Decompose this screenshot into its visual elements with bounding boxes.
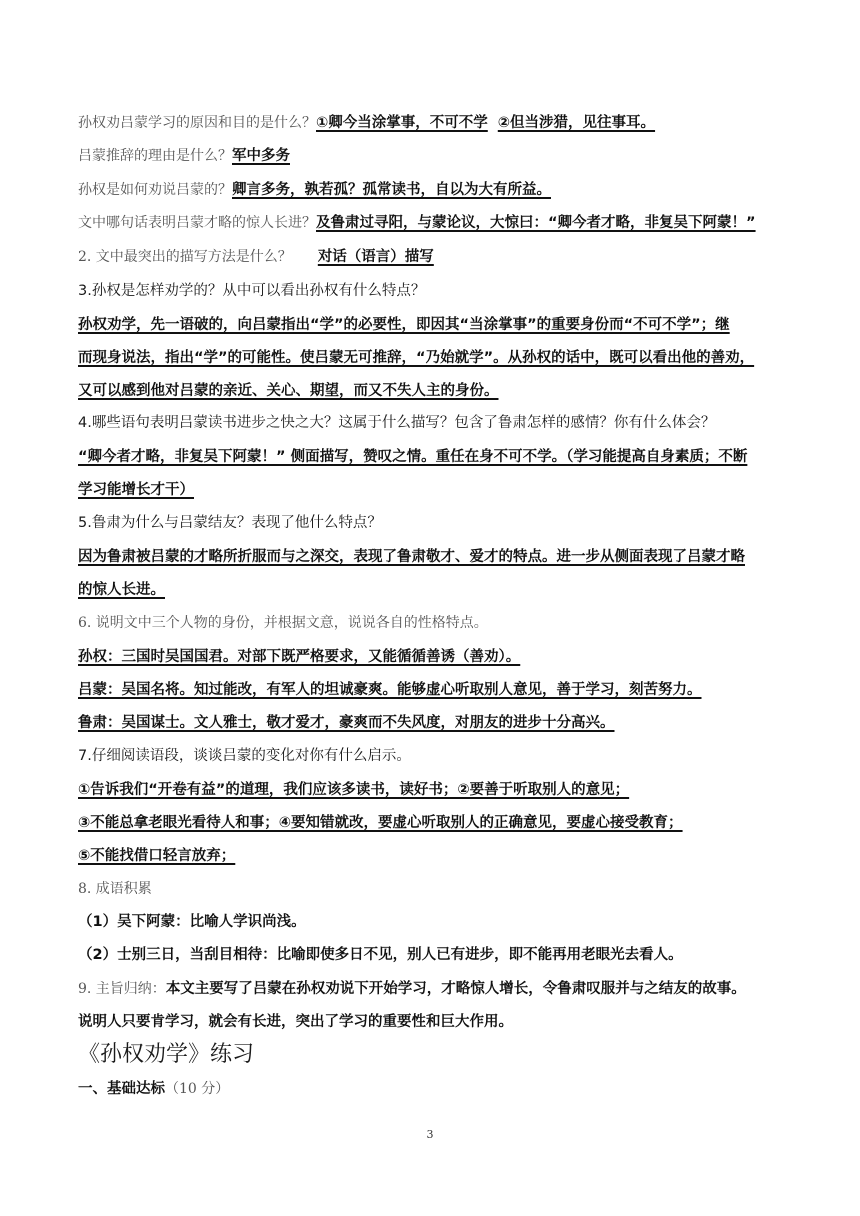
q1d-answer: 及鲁肃过寻阳，与蒙论议，大惊曰：“卿今者才略，非复吴下阿蒙！” bbox=[316, 215, 756, 231]
q1c-question: 孙权是如何劝说吕蒙的？ bbox=[78, 182, 232, 198]
q9-text-2: 说明人只要肯学习，就会有长进，突出了学习的重要性和巨大作用。 bbox=[78, 1014, 513, 1030]
q1a-question: 孙权劝吕蒙学习的原因和目的是什么？ bbox=[78, 115, 316, 131]
q2-answer: 对话（语言）描写 bbox=[317, 249, 434, 265]
section-label: 一、基础达标 bbox=[78, 1081, 165, 1097]
q1a-answer-2: ②但当涉猎，见往事耳。 bbox=[497, 115, 656, 131]
q5-question: 5.鲁肃为什么与吕蒙结友？表现了他什么特点？ bbox=[78, 515, 382, 531]
q9-line-1 bbox=[78, 978, 746, 1000]
page-number: 3 bbox=[426, 1128, 434, 1141]
q4-question: 4.哪些语句表明吕蒙读书进步之快之大？这属于什么描写？包含了鲁肃怎样的感情？你有什么体会？ bbox=[78, 415, 716, 431]
q1b-answer: 军中多务 bbox=[232, 148, 290, 164]
q6-question: 6. 说明文中三个人物的身份，并根据文意，说说各自的性格特点。 bbox=[78, 615, 488, 631]
section-heading bbox=[78, 1078, 229, 1100]
q7-answer-line-1: ①告诉我们“开卷有益”的道理，我们应该多读书，读好书；②要善于听取别人的意见； bbox=[78, 782, 630, 798]
section-score: （10 分） bbox=[165, 1081, 230, 1097]
q1c-line bbox=[78, 179, 551, 201]
q8-idiom-2: （2）士别三日，当刮目相待：比喻即使多日不见，别人已有进步，即不能再用老眼光去看人。 bbox=[78, 947, 683, 963]
q9-text-1: 本文主要写了吕蒙在孙权劝说下开始学习，才略惊人增长，令鲁肃叹服并与之结友的故事。 bbox=[165, 981, 746, 997]
q1b-question: 吕蒙推辞的理由是什么？ bbox=[78, 148, 232, 164]
q8-question: 8. 成语积累 bbox=[78, 881, 152, 897]
q7-answer-line-3: ⑤不能找借口轻言放弃； bbox=[78, 848, 236, 864]
q4-answer-line-2: 学习能增长才干） bbox=[78, 482, 194, 498]
q6-answer-sunquan: 孙权：三国时吴国国君。对部下既严格要求，又能循循善诱（善劝）。 bbox=[78, 649, 521, 665]
q3-answer-line-2: 而现身说法，指出“学”的可能性。使吕蒙无可推辞，“乃始就学”。从孙权的话中，既可以看出他的善劝， bbox=[78, 350, 755, 366]
q5-answer-line-2: 的惊人长进。 bbox=[78, 582, 165, 598]
q1a-answer-1: ①卿今当涂掌事，不可不学 bbox=[316, 115, 488, 131]
exercise-title: 《孙权劝学》练习 bbox=[78, 1042, 255, 1067]
q3-answer-line-1: 孙权劝学，先一语破的，向吕蒙指出“学”的必要性，即因其“当涂掌事”的重要身份而“不可不学”；继 bbox=[78, 317, 730, 333]
q7-question: 7.仔细阅读语段，谈谈吕蒙的变化对你有什么启示。 bbox=[78, 748, 411, 764]
q9-label: 9. 主旨归纳： bbox=[78, 981, 166, 997]
q4-answer-line-1: “卿今者才略，非复吴下阿蒙！” 侧面描写，赞叹之情。重任在身不可不学。（学习能提高自身素质；不断 bbox=[78, 449, 748, 465]
q3-answer-line-3: 又可以感到他对吕蒙的亲近、关心、期望，而又不失人主的身份。 bbox=[78, 383, 499, 399]
q1d-line bbox=[78, 212, 756, 234]
q5-answer-line-1: 因为鲁肃被吕蒙的才略所折服而与之深交，表现了鲁肃敬才、爱才的特点。进一步从侧面表现了吕蒙才略 bbox=[78, 549, 745, 565]
q1d-question: 文中哪句话表明吕蒙才略的惊人长进？ bbox=[78, 215, 316, 231]
q2-line bbox=[78, 246, 434, 268]
q6-answer-lvmeng: 吕蒙：吴国名将。知过能改，有军人的坦诚豪爽。能够虚心听取别人意见，善于学习，刻苦努力。 bbox=[78, 682, 702, 698]
q2-question: 2. 文中最突出的描写方法是什么？ bbox=[78, 249, 292, 265]
q8-idiom-1: （1）吴下阿蒙：比喻人学识尚浅。 bbox=[78, 914, 306, 930]
q7-answer-line-2: ③不能总拿老眼光看待人和事；④要知错就改，要虚心听取别人的正确意见，要虚心接受教育； bbox=[78, 815, 683, 831]
q3-question: 3.孙权是怎样劝学的？从中可以看出孙权有什么特点？ bbox=[78, 283, 426, 299]
q1b-line bbox=[78, 145, 290, 167]
q1a-line bbox=[78, 112, 655, 134]
q6-answer-lusu: 鲁肃：吴国谋士。文人雅士，敬才爱才，豪爽而不失风度，对朋友的进步十分高兴。 bbox=[78, 715, 615, 731]
q1c-answer: 卿言多务，孰若孤？孤常读书，自以为大有所益。 bbox=[232, 182, 551, 198]
